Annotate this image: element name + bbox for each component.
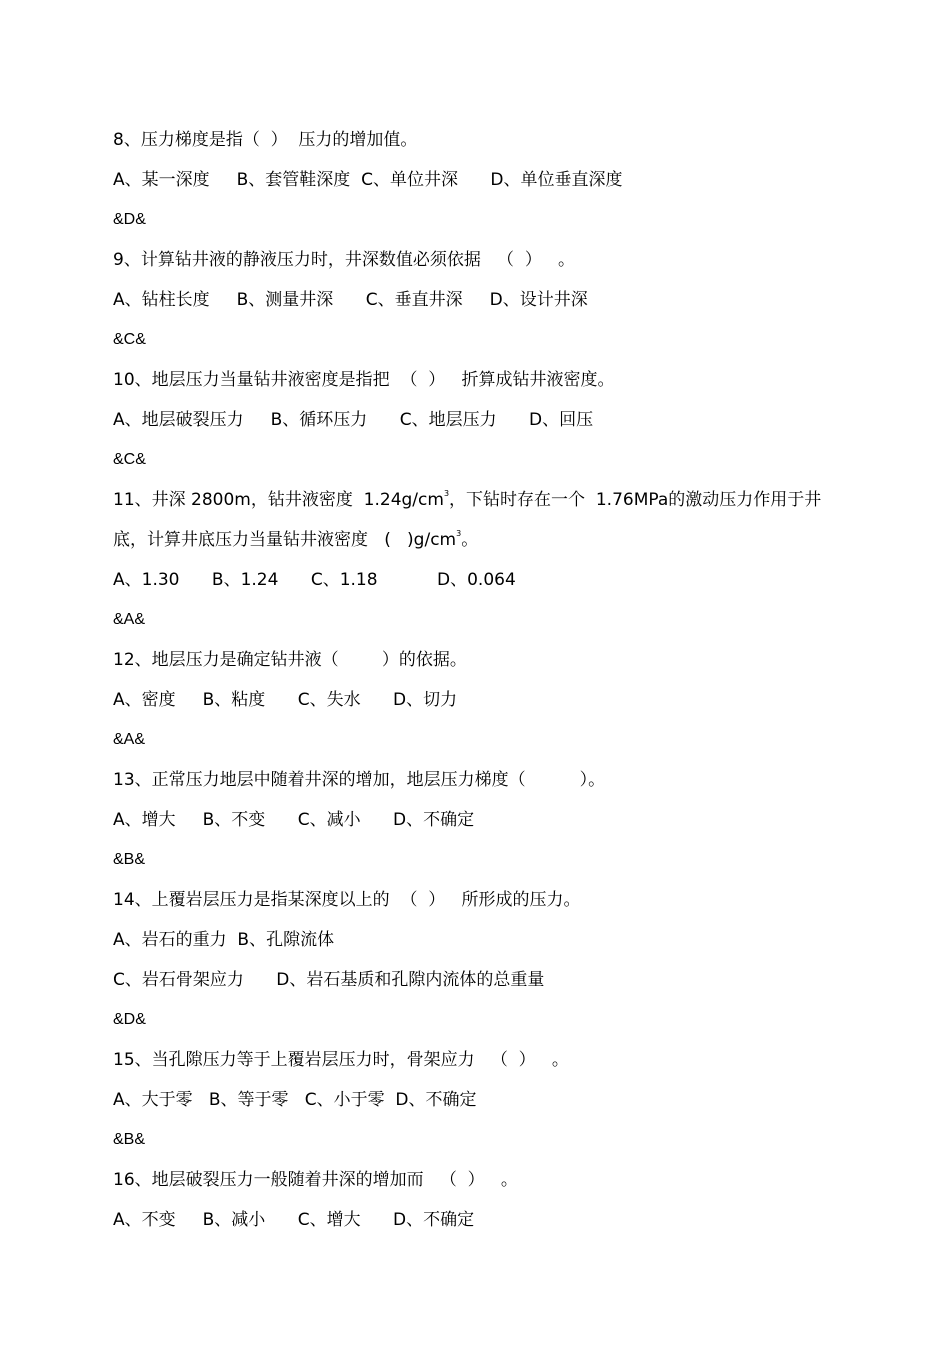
question-12-stem: 12、地层压力是确定钻井液（ ）的依据。 [113,650,467,670]
question-16-stem: 16、地层破裂压力一般随着井深的增加而 （ ） 。 [113,1170,518,1190]
question-14-options-line2: C、岩石骨架应力 D、岩石基质和孔隙内流体的总重量 [113,970,545,990]
question-13-answer: &B& [113,851,146,868]
question-15-stem: 15、当孔隙压力等于上覆岩层压力时，骨架应力 （ ） 。 [113,1050,569,1070]
question-8-options: A、某一深度 B、套管鞋深度 C、单位井深 D、单位垂直深度 [113,170,623,190]
question-8-stem: 8、压力梯度是指（ ） 压力的增加值。 [113,130,418,150]
question-10-answer: &C& [113,451,146,468]
question-10-options: A、地层破裂压力 B、循环压力 C、地层压力 D、回压 [113,410,594,430]
question-14-options-line1: A、岩石的重力 B、孔隙流体 [113,930,335,950]
question-8-answer: &D& [113,211,146,228]
question-12-options: A、密度 B、粘度 C、失水 D、切力 [113,690,458,710]
question-11-stem-line2: 底，计算井底压力当量钻井液密度 ( )$g/cm^3$。 [113,529,479,550]
question-9-options: A、钻柱长度 B、测量井深 C、垂直井深 D、设计井深 [113,290,588,310]
question-15-options: A、大于零 B、等于零 C、小于零 D、不确定 [113,1090,477,1110]
question-15-answer: &B& [113,1131,146,1148]
question-13-options: A、增大 B、不变 C、减小 D、不确定 [113,810,475,830]
question-11-answer: &A& [113,611,146,628]
question-12-answer: &A& [113,731,146,748]
question-9-answer: &C& [113,331,146,348]
question-16-options: A、不变 B、减小 C、增大 D、不确定 [113,1210,475,1230]
question-11-options: A、1.30 B、1.24 C、1.18 D、0.064 [113,570,516,590]
question-10-stem: 10、地层压力当量钻井液密度是指把 （ ） 折算成钻井液密度。 [113,370,615,390]
question-13-stem: 13、正常压力地层中随着井深的增加，地层压力梯度（ ）。 [113,770,606,790]
question-14-stem: 14、上覆岩层压力是指某深度以上的 （ ） 所形成的压力。 [113,890,581,910]
question-11-stem-line1: 11、井深 2800m，钻井液密度 $1.24g/cm^3$，下钻时存在一个 1.76MPa的激动压力作用于井 [113,489,822,510]
question-14-answer: &D& [113,1011,146,1028]
question-9-stem: 9、计算钻井液的静液压力时，井深数值必须依据 （ ） 。 [113,250,576,270]
